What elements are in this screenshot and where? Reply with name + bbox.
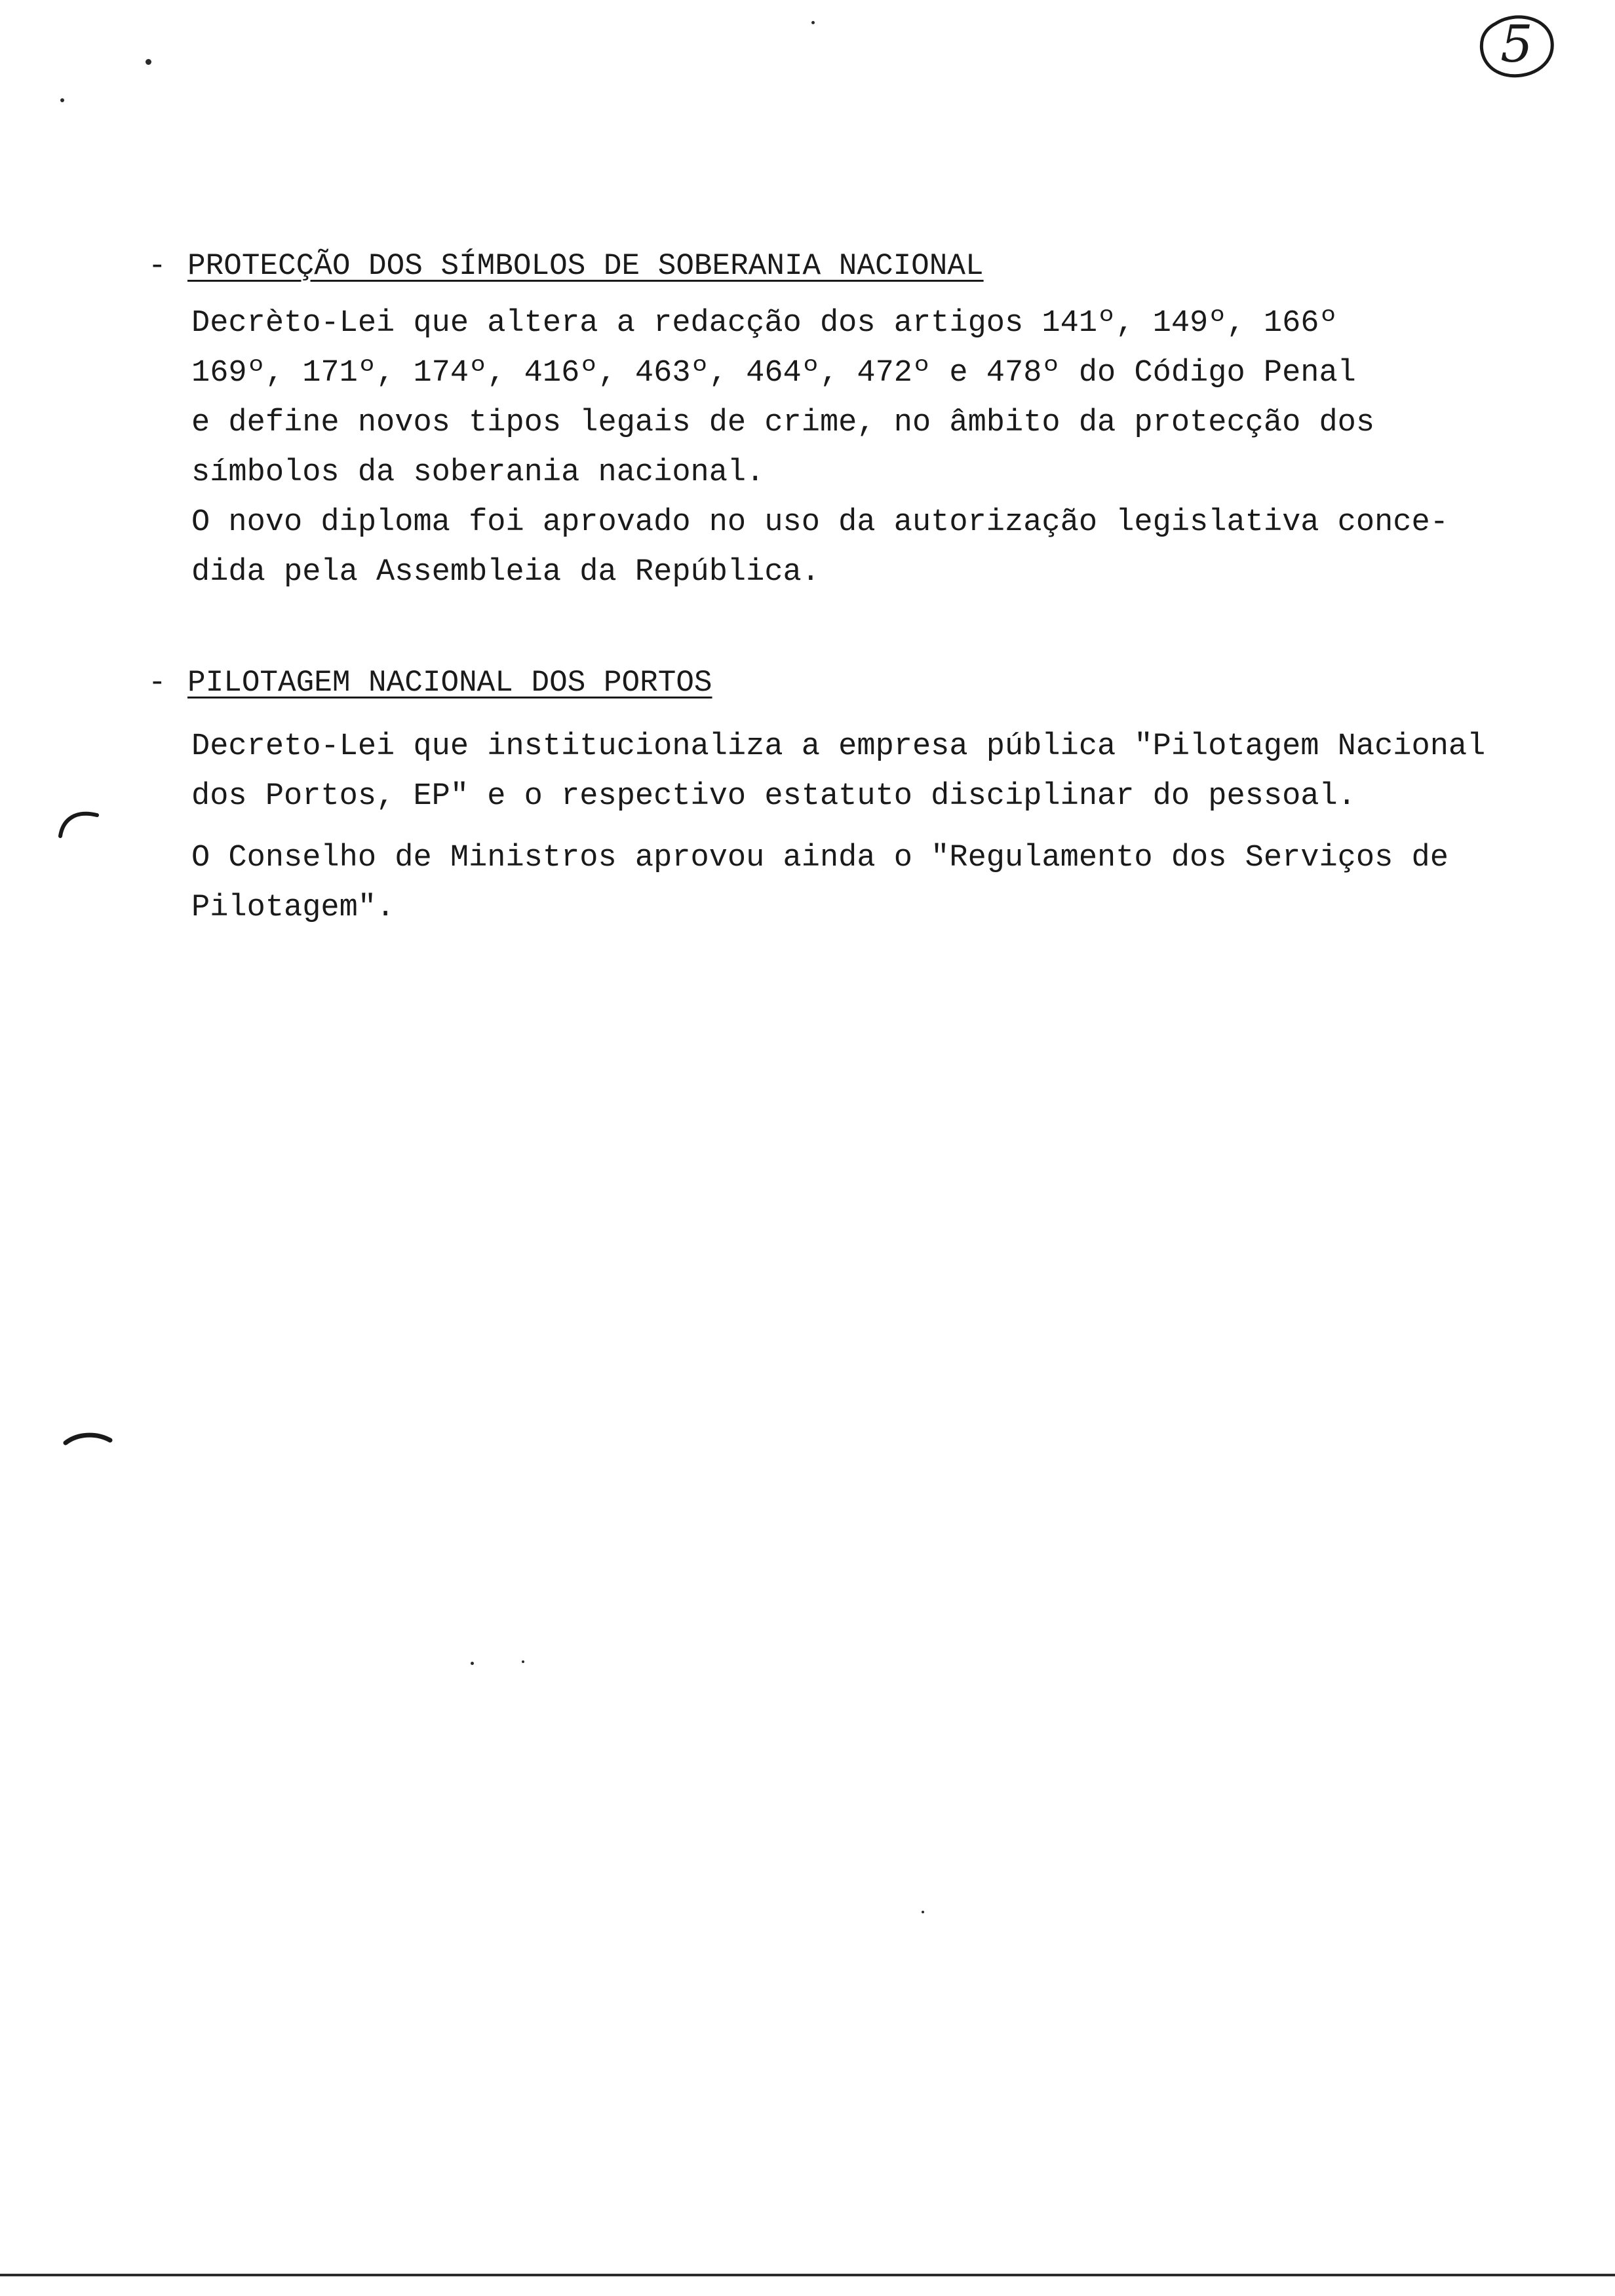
section-symbols-protection xyxy=(148,236,1610,598)
scan-speck xyxy=(146,59,151,65)
hole-punch-mark xyxy=(56,806,102,839)
scan-speck xyxy=(471,1662,474,1665)
hole-punch-mark xyxy=(63,1426,115,1449)
scan-speck xyxy=(811,21,815,24)
section-heading-row xyxy=(148,236,1610,296)
section-body xyxy=(191,722,1610,933)
body-line: dos Portos, EP" e o respectivo estatuto disciplinar do pessoal. xyxy=(191,779,1356,814)
body-line: 169º, 171º, 174º, 416º, 463º, 464º, 472º e 478º do Código Penal xyxy=(191,356,1356,391)
paragraph xyxy=(191,833,1610,933)
section-national-pilotage xyxy=(148,653,1610,933)
body-line: e define novos tipos legais de crime, no âmbito da protecção dos xyxy=(191,406,1375,440)
list-dash: - xyxy=(148,249,166,283)
section-body xyxy=(191,299,1610,598)
section-heading: PILOTAGEM NACIONAL DOS PORTOS xyxy=(187,666,712,700)
page-number-text: 5 xyxy=(1500,15,1533,74)
body-line: O novo diploma foi aprovado no uso da autorização legislativa conce- xyxy=(191,505,1449,540)
bottom-rule xyxy=(0,2274,1615,2276)
scan-speck xyxy=(922,1911,924,1913)
list-dash: - xyxy=(148,666,166,700)
body-line: símbolos da soberania nacional. xyxy=(191,455,765,490)
paragraph xyxy=(191,722,1610,822)
page-number xyxy=(1476,9,1557,83)
scan-speck xyxy=(522,1660,524,1663)
body-line: Decreto-Lei que institucionaliza a empresa pública "Pilotagem Nacional xyxy=(191,729,1486,764)
body-line: Decrèto-Lei que altera a redacção dos artigos 141º, 149º, 166º xyxy=(191,306,1338,341)
body-line: dida pela Assembleia da República. xyxy=(191,555,820,590)
section-heading: PROTECÇÃO DOS SÍMBOLOS DE SOBERANIA NACIONAL xyxy=(187,249,984,283)
body-line: Pilotagem". xyxy=(191,890,395,925)
body-line: O Conselho de Ministros aprovou ainda o "Regulamento dos Serviços de xyxy=(191,841,1449,875)
section-heading-row xyxy=(148,653,1610,713)
scan-speck xyxy=(60,98,64,102)
